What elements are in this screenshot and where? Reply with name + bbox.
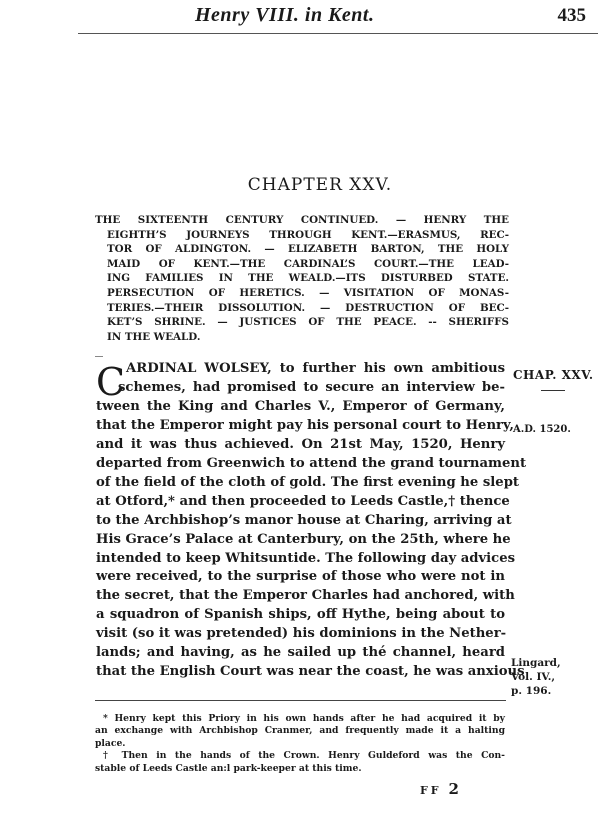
sidenote-date: A.D. 1520. bbox=[513, 424, 571, 435]
footnote-line: stable of Leeds Castle an:l park-keeper at this time. bbox=[95, 762, 362, 774]
body-paragraph bbox=[96, 360, 527, 682]
body-line: departed from Greenwich to attend the grand tournament bbox=[96, 455, 527, 471]
sidenote-reference bbox=[511, 656, 561, 698]
body-line: lands; and having, as he sailed up thé channel, heard bbox=[96, 645, 505, 661]
body-line: His Grace’s Palace at Canterbury, on the 25th, where he bbox=[96, 531, 511, 547]
footnote-rule bbox=[95, 700, 506, 701]
drop-cap: C bbox=[96, 360, 126, 404]
footnote-line: † Then in the hands of the Crown. Henry Guldeford was the Con- bbox=[103, 750, 505, 762]
synopsis-line: THE SIXTEENTH CENTURY CONTINUED. — HENRY THE bbox=[95, 214, 509, 226]
footnote-line: an exchange with Archbishop Cranmer, and frequently made it a halting bbox=[95, 725, 505, 737]
chapter-synopsis bbox=[95, 213, 509, 344]
synopsis-line: PERSECUTION OF HERETICS. — VISITATION OF MONAS- bbox=[107, 286, 509, 299]
body-line: tween the King and Charles V., Emperor of Germany, bbox=[96, 398, 505, 414]
sidenote-chapter: CHAP. XXV. bbox=[513, 368, 594, 382]
body-line: visit (so it was pretended) his dominions in the Nether- bbox=[96, 626, 507, 642]
chapter-heading: CHAPTER XXV. bbox=[247, 175, 393, 195]
synopsis-line: KET’S SHRINE. — JUSTICES OF THE PEACE. -- SHERIFFS bbox=[107, 316, 509, 329]
synopsis-line: TERIES.—THEIR DISSOLUTION. — DESTRUCTION OF BEC- bbox=[107, 301, 509, 314]
body-line: and it was thus achieved. On 21st May, 1520, Henry bbox=[96, 436, 505, 452]
synopsis-line: ING FAMILIES IN THE WEALD.—ITS DISTURBED STATE. bbox=[107, 272, 509, 285]
synopsis-line: TOR OF ALDINGTON. — ELIZABETH BARTON, THE HOLY bbox=[107, 243, 509, 256]
footnotes bbox=[95, 713, 505, 775]
signature-number: 2 bbox=[448, 780, 459, 798]
body-line: intended to keep Whitsuntide. The following day advices bbox=[96, 550, 516, 566]
body-line: a squadron of Spanish ships, off Hythe, being about to bbox=[96, 607, 505, 623]
footnote-line: * Henry kept this Priory in his own hands after he had acquired it by bbox=[103, 713, 505, 724]
printer-signature bbox=[420, 780, 459, 798]
footnote-line: place. bbox=[95, 737, 126, 749]
body-line: that the Emperor might pay his personal court to Henry, bbox=[96, 417, 514, 433]
synopsis-line: EIGHTH’S JOURNEYS THROUGH KENT.—ERASMUS, REC- bbox=[107, 228, 509, 241]
body-line: at Otford,* and then proceeded to Leeds Castle,† thence bbox=[96, 493, 510, 509]
body-line: of the field of the cloth of gold. The first evening he slept bbox=[96, 474, 520, 490]
synopsis-line: IN THE WEALD. bbox=[107, 330, 201, 343]
body-line: to the Archbishop’s manor house at Charing, arriving at bbox=[96, 512, 512, 528]
running-head: Henry VIII. in Kent. bbox=[195, 4, 375, 26]
synopsis-line: MAID OF KENT.—THE CARDINAL’S COURT.—THE LEAD- bbox=[107, 257, 509, 270]
body-line: the secret, that the Emperor Charles had anchored, with bbox=[96, 588, 515, 604]
body-line: that the English Court was near the coast, he was anxious bbox=[96, 664, 525, 680]
sidenote-reference-line: p. 196. bbox=[511, 685, 552, 697]
header-rule bbox=[78, 33, 598, 34]
body-line: were received, to the surprise of those who were not in bbox=[96, 569, 505, 585]
sidenote-reference-line: Lingard, bbox=[511, 657, 561, 669]
signature-letters: FF bbox=[420, 784, 442, 797]
body-line: ARDINAL WOLSEY, to further his own ambitious bbox=[126, 361, 505, 376]
synopsis-rule bbox=[95, 356, 103, 357]
body-line: schemes, had promised to secure an interview be- bbox=[118, 379, 505, 395]
sidenote-reference-line: Vol. IV., bbox=[511, 671, 556, 683]
page-number: 435 bbox=[557, 5, 586, 26]
sidenote-rule bbox=[541, 390, 565, 391]
